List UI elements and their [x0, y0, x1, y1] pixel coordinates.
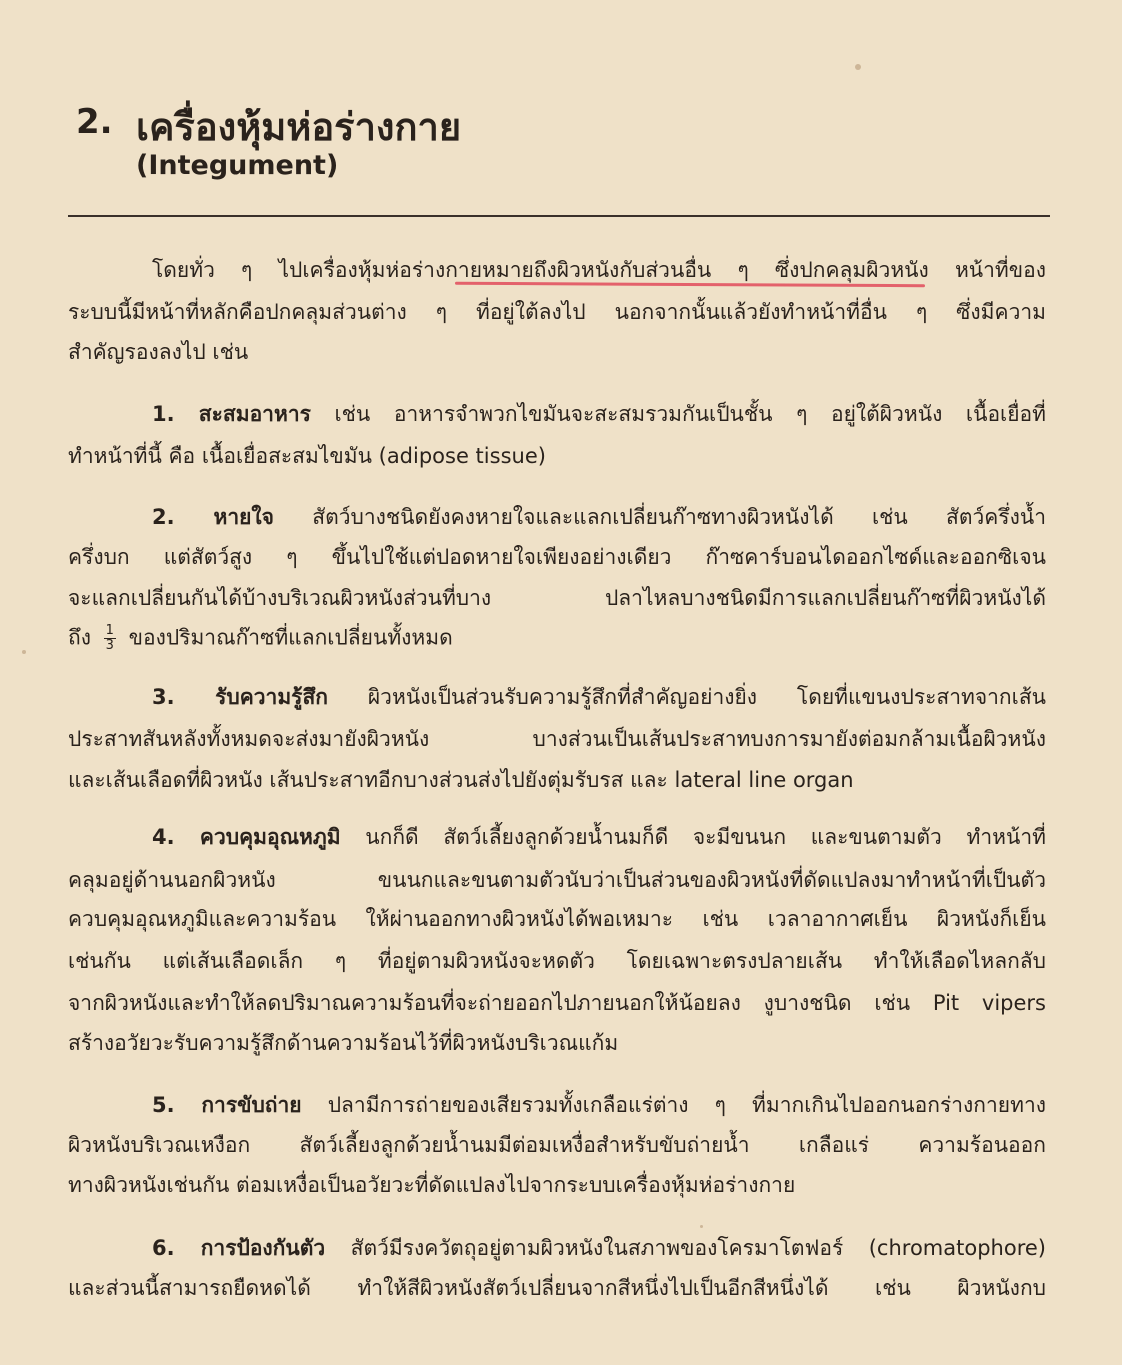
- item-1-line: ทำหน้าที่นี้ คือ เนื้อเยื่อสะสมไขมัน (adipose tissue): [68, 444, 546, 468]
- paper-speck: [22, 650, 26, 654]
- item-label: 2. หายใจ: [152, 505, 274, 529]
- item-5-line: 5. การขับถ่าย ปลามีการถ่ายของเสียรวมทั้งเกลือแร่ต่าง ๆ ที่มากเกินไปออกนอกร่างกายทาง: [152, 1093, 1046, 1117]
- item-4-line: สร้างอวัยวะรับความรู้สึกด้านความร้อนไว้ที่ผิวหนังบริเวณแก้ม: [68, 1031, 619, 1055]
- item-4-line: คลุมอยู่ด้านนอกผิวหนัง ขนนกและขนตามตัวนับว่าเป็นส่วนของผิวหนังที่ดัดแปลงมาทำหน้าที่เป็นตัว: [68, 868, 1046, 892]
- red-pen-underline: [455, 282, 925, 287]
- item-6-line: และส่วนนี้สามารถยืดหดได้ ทำให้สีผิวหนังสัตว์เปลี่ยนจากสีหนึ่งไปเป็นอีกสีหนึ่งได้ เช่น ผิวหนังกบ: [68, 1276, 1046, 1300]
- item-label: 5. การขับถ่าย: [152, 1093, 302, 1117]
- item-5-line: ทางผิวหนังเช่นกัน ต่อมเหงื่อเป็นอวัยวะที่ดัดแปลงไปจากระบบเครื่องหุ้มห่อร่างกาย: [68, 1173, 796, 1197]
- item-4-line: จากผิวหนังและทำให้ลดปริมาณความร้อนที่จะถ่ายออกไปภายนอกให้น้อยลง งูบางชนิด เช่น Pit vipers: [68, 991, 1046, 1015]
- item-label: 4. ควบคุมอุณหภูมิ: [152, 825, 341, 849]
- intro-line: ระบบนี้มีหน้าที่หลักคือปกคลุมส่วนต่าง ๆ ที่อยู่ใต้ลงไป นอกจากนั้นแล้วยังทำหน้าที่อื่น ๆ ซึ่งมีความ: [68, 300, 1046, 324]
- item-1-line: 1. สะสมอาหาร เช่น อาหารจำพวกไขมันจะสะสมรวมกันเป็นชั้น ๆ อยู่ใต้ผิวหนัง เนื้อเยื่อที่: [152, 402, 1046, 426]
- chapter-title: เครื่องหุ้มห่อร่างกาย: [136, 105, 462, 149]
- item-label: 1. สะสมอาหาร: [152, 402, 311, 426]
- item-label: 6. การป้องกันตัว: [152, 1236, 326, 1260]
- item-label: 3. รับความรู้สึก: [152, 685, 328, 709]
- item-2-line: ครึ่งบก แต่สัตว์สูง ๆ ขึ้นไปใช้แต่ปอดหายใจเพียงอย่างเดียว ก๊าซคาร์บอนไดออกไซด์และออกซิเจน: [68, 545, 1046, 569]
- item-3-line: 3. รับความรู้สึก ผิวหนังเป็นส่วนรับความรู้สึกที่สำคัญอย่างยิ่ง โดยที่แขนงประสาทจากเส้น: [152, 685, 1047, 709]
- item-4-line: เช่นกัน แต่เส้นเลือดเล็ก ๆ ที่อยู่ตามผิวหนังจะหดตัว โดยเฉพาะตรงปลายเส้น ทำให้เลือดไหลกลับ: [68, 949, 1046, 973]
- intro-line: โดยทั่ว ๆ ไปเครื่องหุ้มห่อร่างกายหมายถึงผิวหนังกับส่วนอื่น ๆ ซึ่งปกคลุมผิวหนัง หน้าที่ของ: [152, 258, 1046, 282]
- item-2-line: 2. หายใจ สัตว์บางชนิดยังคงหายใจและแลกเปลี่ยนก๊าซทางผิวหนังได้ เช่น สัตว์ครึ่งน้ำ: [152, 505, 1046, 529]
- paper-speck: [700, 1225, 703, 1228]
- item-6-line: 6. การป้องกันตัว สัตว์มีรงควัตถุอยู่ตามผิวหนังในสภาพของโครมาโตฟอร์ (chromatophore): [152, 1236, 1046, 1260]
- item-5-line: ผิวหนังบริเวณเหงือก สัตว์เลี้ยงลูกด้วยน้ำนมมีต่อมเหงื่อสำหรับขับถ่ายน้ำ เกลือแร่ ความร้อนออก: [68, 1133, 1046, 1157]
- heading-divider: [68, 215, 1050, 217]
- paper-speck: [855, 64, 861, 70]
- item-2-line: ถึง $\frac{1}{3}$ ของปริมาณก๊าซที่แลกเปลี่ยนทั้งหมด: [68, 623, 453, 653]
- item-4-line: 4. ควบคุมอุณหภูมิ นกก็ดี สัตว์เลี้ยงลูกด้วยน้ำนมก็ดี จะมีขนนก และขนตามตัว ทำหน้าที่: [152, 825, 1046, 849]
- intro-line: สำคัญรองลงไป เช่น: [68, 340, 249, 364]
- chapter-number: 2.: [76, 102, 113, 142]
- item-2-line: จะแลกเปลี่ยนกันได้บ้างบริเวณผิวหนังส่วนที่บาง ปลาไหลบางชนิดมีการแลกเปลี่ยนก๊าซที่ผิวหนังได้: [68, 586, 1046, 610]
- chapter-subtitle: (Integument): [136, 150, 339, 181]
- fraction: $\frac{1}{3}$: [105, 623, 114, 653]
- item-3-line: และเส้นเลือดที่ผิวหนัง เส้นประสาทอีกบางส่วนส่งไปยังตุ่มรับรส และ lateral line organ: [68, 768, 854, 792]
- item-4-line: ควบคุมอุณหภูมิและความร้อน ให้ผ่านออกทางผิวหนังได้พอเหมาะ เช่น เวลาอากาศเย็น ผิวหนังก็เย็น: [68, 907, 1046, 931]
- item-3-line: ประสาทสันหลังทั้งหมดจะส่งมายังผิวหนัง บางส่วนเป็นเส้นประสาทบงการมายังต่อมกล้ามเนื้อผิวหนัง: [68, 727, 1046, 751]
